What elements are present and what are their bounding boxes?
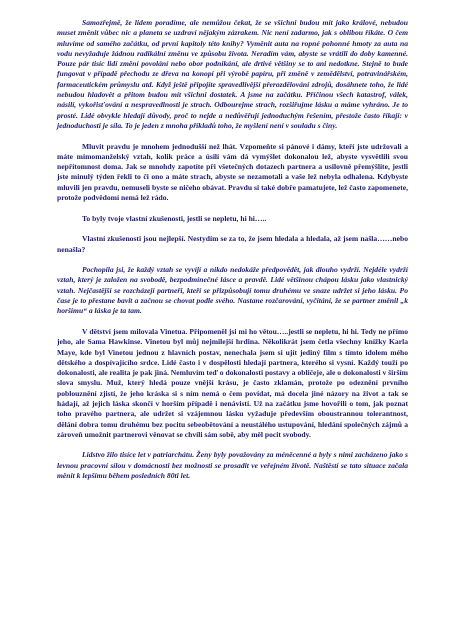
paragraph-gap [57, 203, 408, 213]
paragraph-6: V dětství jsem milovala Vinetua. Připomeněl jsi mi ho větou…..jestli se nepletu, hi hi. Tedy ne přímo jeho, ale Sama Hawkinse. Vinetou byl můj nejmilejší hrdina. Několikrát jsem četla všechny knížky Karla Maye, kde byl Vinetou jednou z hlavních postav, nenechala jsem si ujít jediný film s tímto idolem mého dětského a dospívajícího srdce. Lidé často i v dospělosti hledají partnera, kterého si vysní. Každý touží po dokonalosti, ale realita je pak jiná. Nemluvím teď o dokonalosti postavy a obličeje, ale o dokonalosti v širším slova smyslu. Muž, který hledá pouze vnější krásu, je často zklamán, protože po odeznění prvního poblouznění zjistí, že jeho kráska si s ním nemá o čem povídat, má docela jiné názory na život a tak se hádají, až jejich láska skončí v horším případě i nenávistí. Už na začátku jsme hovořili o tom, jak poznat toho pravého partnera, ale udržet si vzájemnou lásku vyžaduje především oboustrannou tolerantnost, dělání dobra tomu druhému bez pocitu sebeobětování a neustálého ustupování, hledání společných zájmů a zároveň umožnit partnerovi věnovat se chvíli sám sobě, aby měl pocit svobody. [57, 326, 408, 439]
paragraph-1: Samozřejmě, že lidem poradíme, ale nemůžou čekat, že se všichni budou mít jako králové, nebudou muset změnit vůbec nic a planeta se uzdraví nějakým zázrakem. Nic není zadarmo, jak s oblibou říkáte. O čem mluvíme od samého začátku, od první kapitoly této knihy? Vyměnit auta na ropné pohonné hmoty za auta na vodu nevyžaduje žádnou radikální změnu ve způsobu života. Neradím vám, abyste se vrátili do doby kamenné. Pouze pár tisíc lidí změní povolání nebo obor podnikání, ale drtivé většiny se to ani nedotkne. Stejně to bude fungovat v případě přechodu ze dřeva na konopí při výrobě papíru, při změně v zemědělství, potravinářském, farmaceutickém průmyslu atd. Když ještě připojíte spravedlivější přerozdělování zdrojů, dosáhnete toho, že lidé nebudou hladovět a přitom budou mít všichni dostatek. A jsme na začátku. Příčinou všech katastrof, válek, násilí, vykořisťování a nespravedlnosti je strach. Odbourejme strach, rozšiřujme lásku a máme vyhráno. Je to prosté. Lidé obvykle hledají důvody, proč to nejde a nedůvěřují jednoduchým řešením, přestože často říkají: v jednoduchosti je síla. To je jeden z mnoha příkladů toho, že myšlení není v souladu s činy. [57, 18, 408, 130]
paragraph-4: Vlastní zkušenosti jsou nejlepší. Nestydím se za to, že jsem hledala a hledala, až jsem našla……nebo nenašla? [57, 234, 408, 254]
paragraph-3: To byly tvoje vlastní zkušenosti, jestli se nepletu, hi hi….. [82, 213, 267, 223]
paragraph-gap [57, 131, 408, 141]
paragraph-7: Lidstvo žilo tisíce let v patriarchátu. Ženy byly považovány za méněcenné a byly s nimi zacházeno jako s levnou pracovní sílou v domácnosti bez možnosti se prosadit ve veřejném životě. Naštěstí se tato situace začala měnit k lepšímu během posledních 80ti let. [57, 450, 408, 481]
paragraph-gap [57, 440, 408, 450]
paragraph-2: Mluvit pravdu je mnohem jednodušší než lhát. Vzpomeňte si pánové i dámy, kteří jste udržovali a máte mimomanželský vztah, kolik práce a úsilí vám dá vymýšlet dokonalou lež, abyste vysvětlili svou nepřítomnost doma. Jak se mnohdy zapotíte při všetečných dotazech partnera a usilovně přemýšlíte, jestli jste minulý týden řekli to či ono a máte strach, abyste se nezamotali a vaše lež nebyla odhalena. Kdybyste mluvili jen pravdu, nemuseli byste se ničeho obávat. Pravdu si také dobře pamatujete, lež často zapomenete, protože podvědomí nemá lež rádo. [57, 141, 408, 203]
paragraph-gap [57, 224, 408, 234]
paragraph-gap [57, 255, 408, 265]
paragraph-5: Pochopila jsi, že každý vztah se vyvíjí a nikdo nedokáže předpovědět, jak dlouho vydrží. Nejdéle vydrží vztah, který je založen na svobodě, bezpodmínečné lásce a pravdě. Lidé většinou chápou lásku jako vlastnický vztah. Nejčastější se rozcházejí partneři, kteří se přizpůsobují tomu druhému ve snaze udržet si jeho lásku. Po čase je to přestane bavit a začnou se chovat podle svého. Nastane rozčarování, vyčítání, že se partner změnil „k horšímu“ a láska je ta tam. [57, 265, 408, 316]
paragraph-gap [57, 317, 408, 327]
